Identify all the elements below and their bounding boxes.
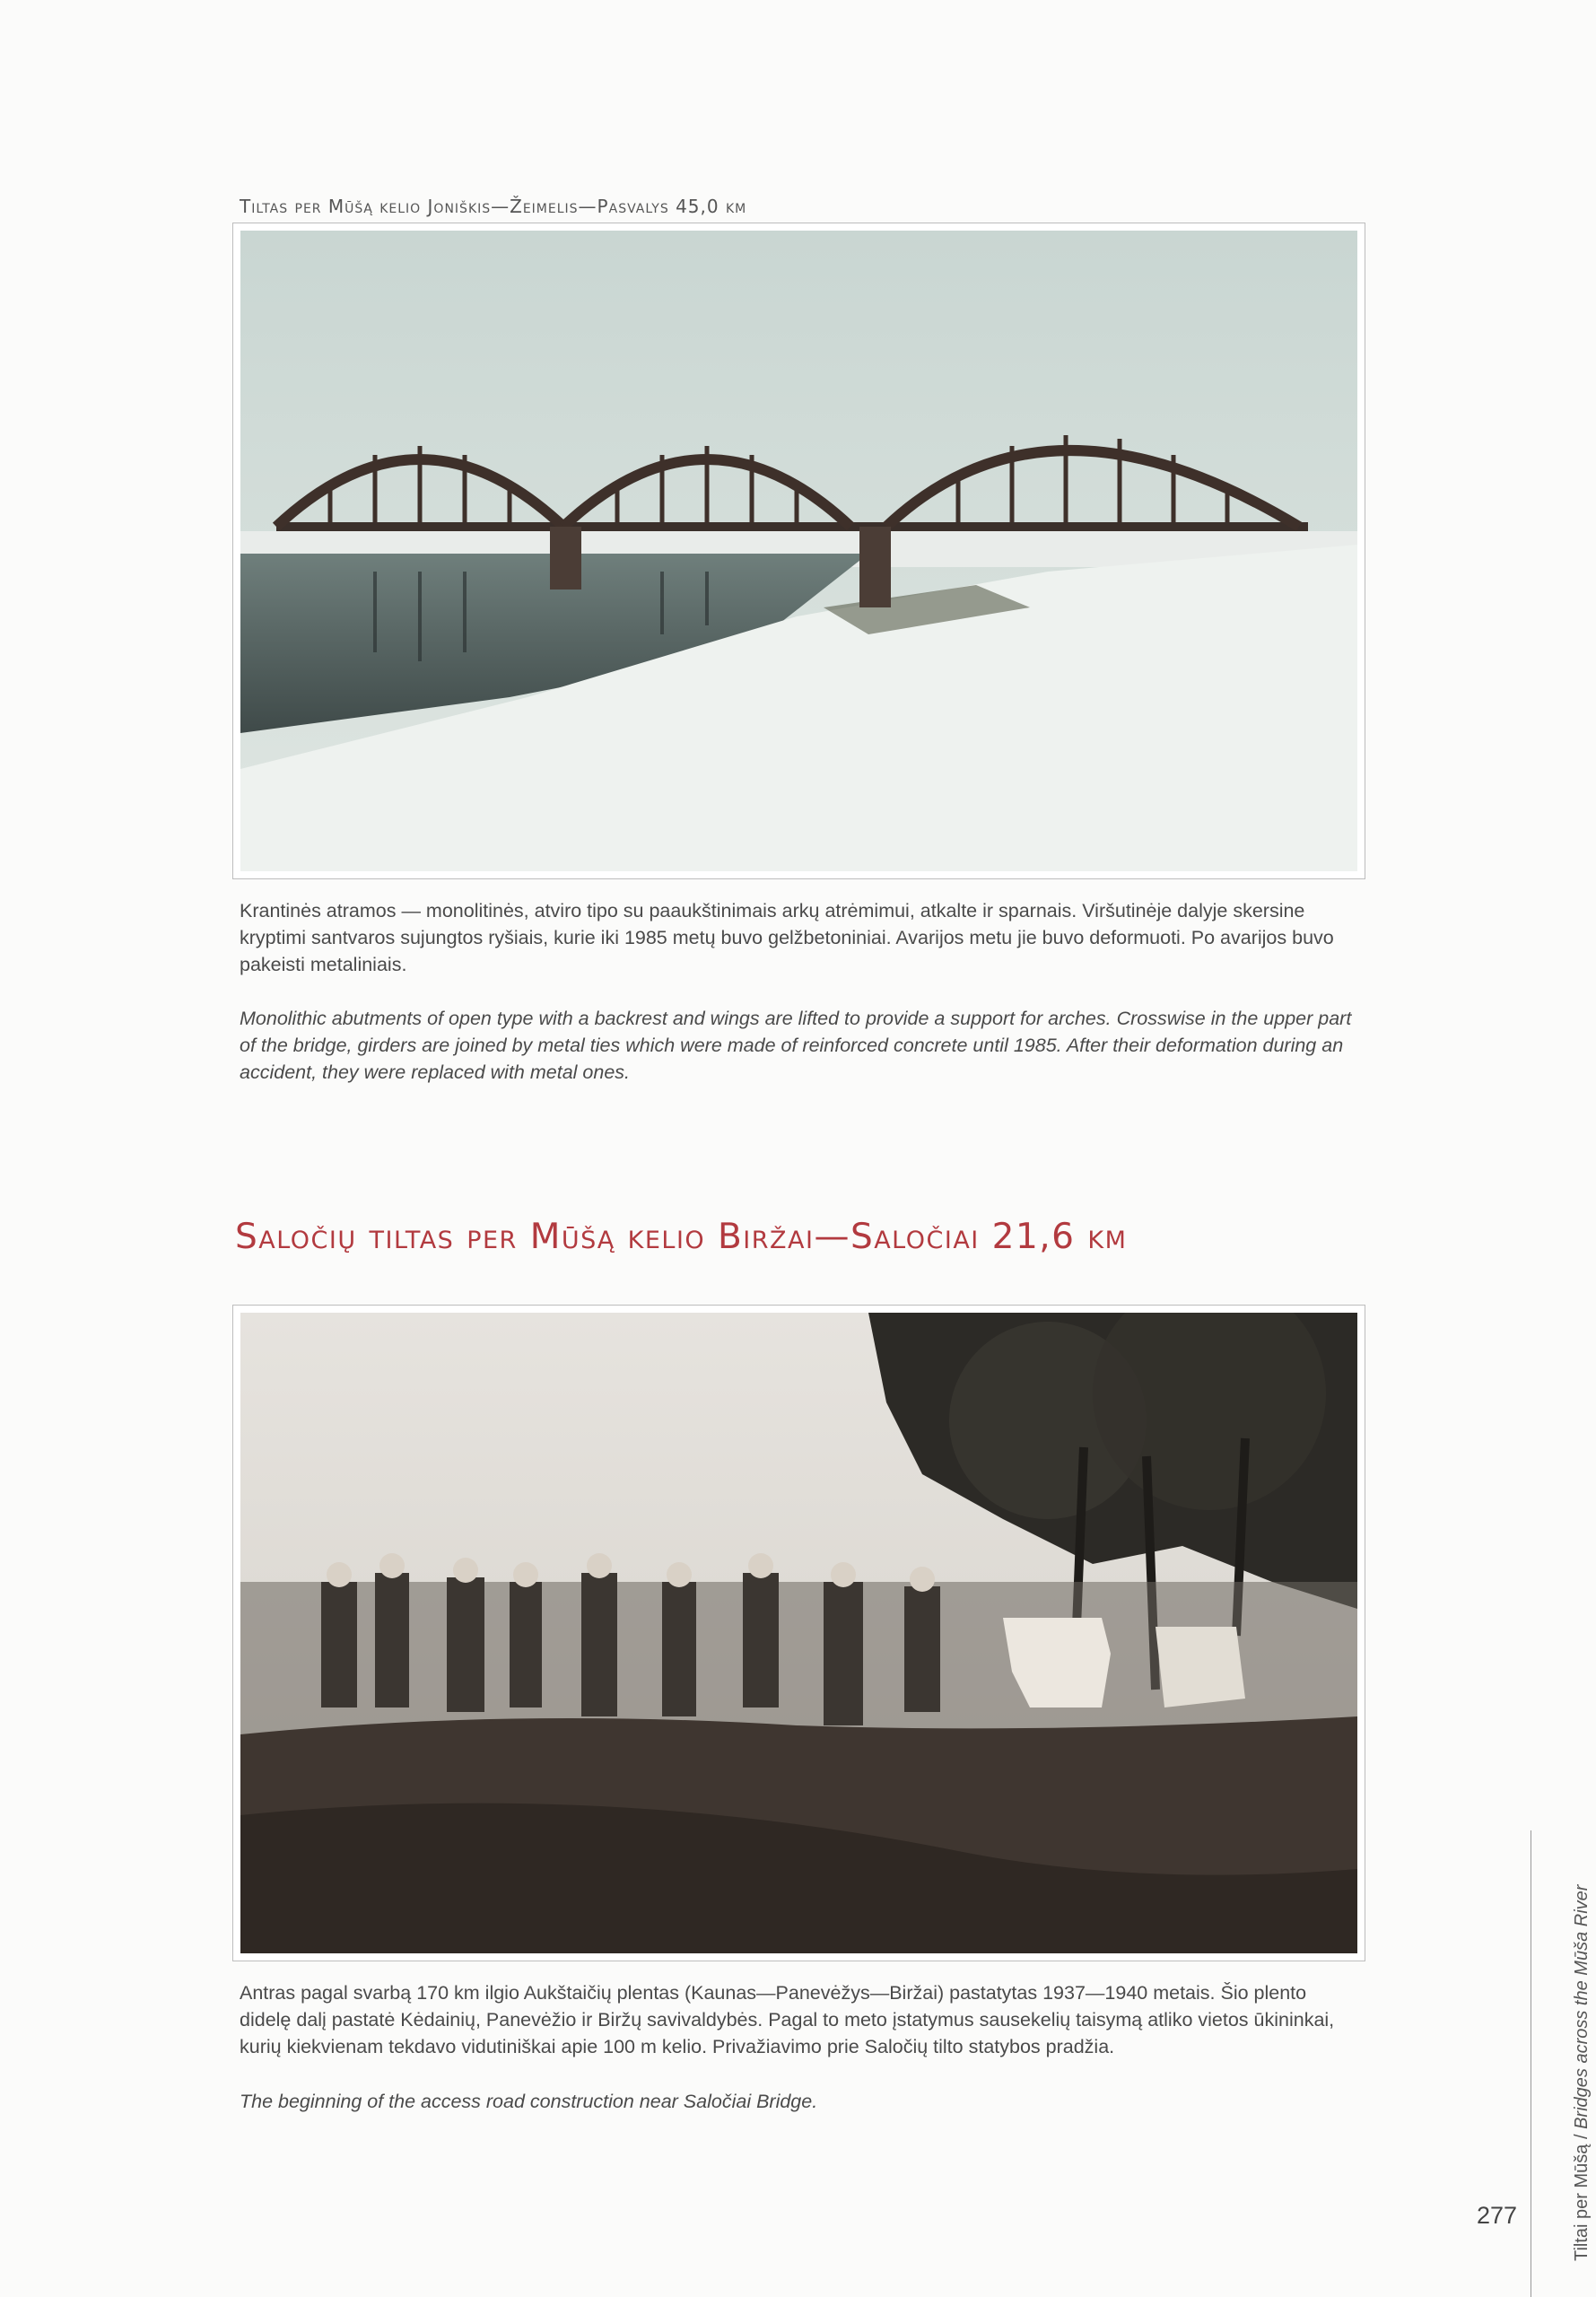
photo-caption-title: Tiltas per Mūšą kelio Joniškis—Žeimelis—Pasvalys 45,0 km	[240, 196, 747, 217]
caption-english-1: Monolithic abutments of open type with a backrest and wings are lifted to provide a support for arches. Crosswise in the upper part of the bridge, girders are joined by metal ties which were made of reinforced concrete until 1985. After their deformation during an accident, they were replaced with metal ones.	[240, 1008, 1352, 1083]
caption-english-2: The beginning of the access road construction near Saločiai Bridge.	[240, 2091, 818, 2112]
section-heading: Saločių tiltas per Mūšą kelio Biržai—Saločiai 21,6 km	[235, 1217, 1128, 1257]
page-number: 277	[1477, 2202, 1518, 2229]
running-title-lt: Tiltai per Mūšą /	[1572, 2128, 1592, 2261]
caption-lithuanian-2: Antras pagal svarbą 170 km ilgio Aukštaičių plentas (Kaunas—Panevėžys—Biržai) pastatytas 1937—1940 metais. Šio plento didelę dalį pastatė Kėdainių, Panevėžio ir Biržų savivaldybės. Pagal to meto įstatymus sausekelių taisymą atliko vietos ūkininkai, kurių kiekvienam tekdavo vidutiniškai apie 100 m kelio. Privažiavimo prie Saločių tilto statybos pradžia.	[240, 1982, 1335, 2057]
running-title	[1572, 1885, 1592, 2261]
running-title-en: Bridges across the Mūša River	[1572, 1884, 1592, 2129]
caption-lithuanian-1: Krantinės atramos — monolitinės, atviro tipo su paaukštinimais arkų atrėmimui, atkalte ir sparnais. Viršutinėje dalyje skersine kryptimi santvaros sujungtos ryšiais, kurie iki 1985 metų buvo gelžbetoniniai. Avarijos metu jie buvo deformuoti. Po avarijos buvo pakeisti metaliniais.	[240, 900, 1334, 975]
road-construction-photo	[232, 1305, 1365, 1961]
bridge-winter-photo	[232, 223, 1365, 879]
